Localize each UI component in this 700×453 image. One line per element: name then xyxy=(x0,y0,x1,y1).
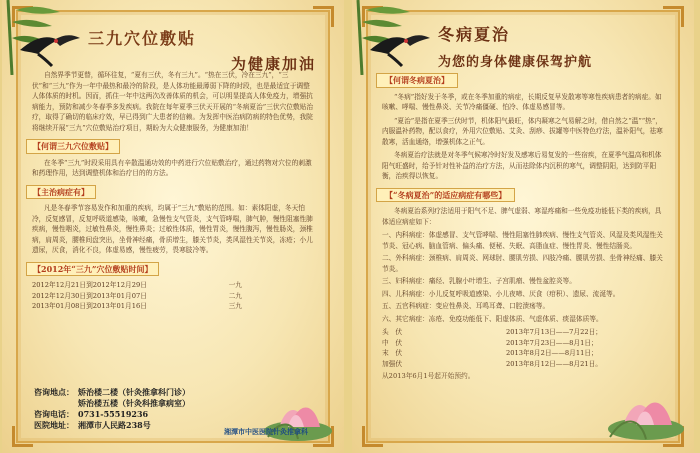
section-heading: 【何谓三九穴位敷贴】 xyxy=(26,139,120,154)
section-heading-label: “冬病夏治”的适应病症有哪些 xyxy=(393,189,499,200)
condition-item: 一、内科病症：体虚感冒、支气管哮喘、慢性阻塞性肺疾病、慢性支气管炎、风湿及类风湿性关节炎、冠心病、脑血管病、偏头痛、便秘、失眠、高脂血症、慢性胃炎、慢性结肠炎。 xyxy=(382,231,663,250)
schedule-range: 2012年12月30日到2013年01月07日 xyxy=(32,291,147,300)
department-footer: 湘潭市中医医院针灸推拿科 xyxy=(224,427,308,436)
left-title: 三九穴位敷贴 xyxy=(88,29,197,48)
contact-value: 矫治楼二楼（针灸推拿科门诊） xyxy=(78,387,190,397)
corner-ornament xyxy=(12,426,33,447)
condition-item: 六、其它病症：冻疮、免疫功能低下、阳虚体质、气虚体质、痰湿体质等。 xyxy=(382,314,603,323)
section-heading: 【2012年“三九”穴位敷贴时间】 xyxy=(26,262,159,277)
contact-label: 咨询地点： xyxy=(34,387,74,397)
fu-name: 中 伏 xyxy=(382,338,403,347)
contact-label: 咨询电话： xyxy=(34,409,74,419)
paragraph: “冬病”指好发于冬季，或在冬季加重的病症，长期反复早发散寒等寒性疾病患者的病症。如咳嗽、哮喘、慢性鼻炎、关节冷痛僵硬、怕冷、体虚易感冒等。 xyxy=(382,92,662,111)
fu-name: 末 伏 xyxy=(382,349,403,357)
schedule-range: 2013年01月08日到2013年01月16日 xyxy=(32,302,147,310)
condition-list xyxy=(382,230,664,324)
fu-range: 2013年7月23日——8月1日； xyxy=(505,338,598,347)
left-flyer-page xyxy=(2,0,344,453)
swallow-bird-icon xyxy=(364,28,434,68)
section-paragraph: 凡是冬春季节容易发作和加重的疾病，均属于“三九”敷贴的范围。如：素体阳虚，冬天怕冷，反复感冒，反复呼吸道感染，咳嗽，急慢性支气管炎，支气管哮喘，肺气肿，慢性阻塞性肺疾病，慢性咽炎，过敏性鼻炎，慢性鼻炎；过敏性体质，慢性胃炎，慢性腹泻，慢性肠炎，颈椎病，肩周炎，腰椎间盘突出，坐骨神经痛，骨质增生，膝关节炎，类风湿性关节炎，冻疮；小儿遗尿，厌食，消化不良，体虚易感，慢性疲劳，畏寒肢冷等。 xyxy=(32,204,313,254)
left-title-block xyxy=(88,26,326,74)
right-flyer-page xyxy=(352,0,694,453)
contact-row xyxy=(34,409,219,420)
paragraph: “夏治”是指在夏季三伏时节，机体阳气最旺，体内凝寒之气易解之时，借自然之“温”“热”，内服温补药物，配以食疗，外用穴位敷贴、艾灸、刮痧、拔罐等中医特色疗法，温补阳气，祛寒散寒，活血通络，增强机体之正气。 xyxy=(382,116,663,146)
corner-ornament xyxy=(362,426,383,447)
section-heading-label: 主治病症有 xyxy=(41,186,81,197)
swallow-bird-icon xyxy=(14,28,84,68)
corner-ornament xyxy=(313,6,334,27)
contact-phone: 0731-55519236 xyxy=(78,409,149,419)
condition-item: 四、儿科病症：小儿反复呼吸道感染、小儿夜啼、厌食（疳积）、遗尿、流涎等。 xyxy=(382,289,620,298)
contact-block xyxy=(34,387,219,431)
intro-paragraph: 自然界季节更替，循环往复，“夏有三伏，冬有三九”。“热在三伏，冷在三九”，“三伏”和“三九”作为一年中最热和最冷的阶段，是人体功能最薄弱下降的时段，也是最适宜于调整人体体质的时机。因而，抓住一年中这两次改善体质的机会，可以明显提高人体免疫力，增强抗病能力，预防和减少冬春季多发疾病。我院在每年夏季三伏天开展的“冬病夏治”三伏穴位敷贴治疗，取得了确切的临床疗效，早已得到广大患者的信赖。为发挥中医治病防病的特色优势，我院将继续开展“三九”穴位敷贴治疗项目，期盼为大众健康服务，为健康加油！ xyxy=(32,71,314,132)
schedule-range: 2012年12月21日到2012年12月29日 xyxy=(32,281,147,289)
right-title: 冬病夏治 xyxy=(438,25,511,44)
section-heading-label: 何谓三九穴位敷贴 xyxy=(41,141,105,151)
fu-range: 2013年8月12日——8月21日。 xyxy=(505,359,602,368)
schedule-name: 一九 xyxy=(228,281,242,289)
section-heading: 【“冬病夏治”的适应病症有哪些】 xyxy=(376,188,515,203)
fu-range: 2013年7月13日——7月22日； xyxy=(505,328,602,336)
appointment-note: 从2013年6月1号起开始预约。 xyxy=(382,372,475,380)
lotus-flower-icon xyxy=(568,357,688,445)
paragraph: 冬病夏治系列疗法适用于阳气不足、脾气虚弱、寒湿疼痛和一些免疫功能低下类的疾病，具体适应病症如下： xyxy=(382,207,662,226)
condition-item: 二、外科病症：颈椎病、肩周炎、网球肘、腰肌劳损、四肢冷痛、腰肌劳损、坐骨神经痛、膝关节炎。 xyxy=(382,254,663,273)
section-paragraph: 在冬季“三九”时段采用具有辛散温通功效的中药进行穴位贴敷治疗，通过药物对穴位的刺激和药理作用，达到调整机体和治疗目的的方法。 xyxy=(32,158,312,177)
section-heading-label: 2012年“三九”穴位敷贴时间 xyxy=(41,263,145,274)
section-heading: 【何谓冬病夏治】 xyxy=(376,73,458,88)
paragraph: 冬病夏治疗法就是对冬季气候寒冷时好发及感寒后易复发的一些宿疾，在夏季气温高和机体阳气旺盛时，给予针对性补益的治疗方法，从而祛除体内沉积的寒气，调整阴阳，达到防平阳衡，治疾得以恢复。 xyxy=(382,151,662,180)
fu-name: 头 伏 xyxy=(382,328,403,336)
contact-value: 湘潭市人民路238号 xyxy=(78,420,151,430)
right-subtitle: 为您的身体健康保驾护航 xyxy=(438,55,593,70)
schedule-table xyxy=(32,280,242,312)
contact-row xyxy=(34,420,219,431)
right-title-block xyxy=(438,22,676,70)
contact-row xyxy=(34,398,219,409)
schedule-name: 三九 xyxy=(228,302,242,310)
condition-item: 三、妇科病症：痛经、乳腺小叶增生、子宫肌瘤、慢性盆腔炎等。 xyxy=(382,277,576,285)
condition-item: 五、五官科病症：变应性鼻炎、耳鸣耳聋、口腔溃疡等。 xyxy=(382,302,550,310)
fu-range: 2013年8月2日——8月11日； xyxy=(505,349,598,357)
contact-label: 医院地址： xyxy=(34,420,74,430)
contact-row xyxy=(34,387,219,398)
section-heading-label: 何谓冬病夏治 xyxy=(393,75,441,85)
schedule-name: 二九 xyxy=(228,291,242,300)
section-heading: 【主治病症有】 xyxy=(26,185,96,200)
fu-name: 加强伏 xyxy=(382,359,403,368)
contact-value: 矫治楼五楼（针灸科推拿病室） xyxy=(78,398,190,408)
left-subtitle: 为健康加油 xyxy=(230,55,316,73)
